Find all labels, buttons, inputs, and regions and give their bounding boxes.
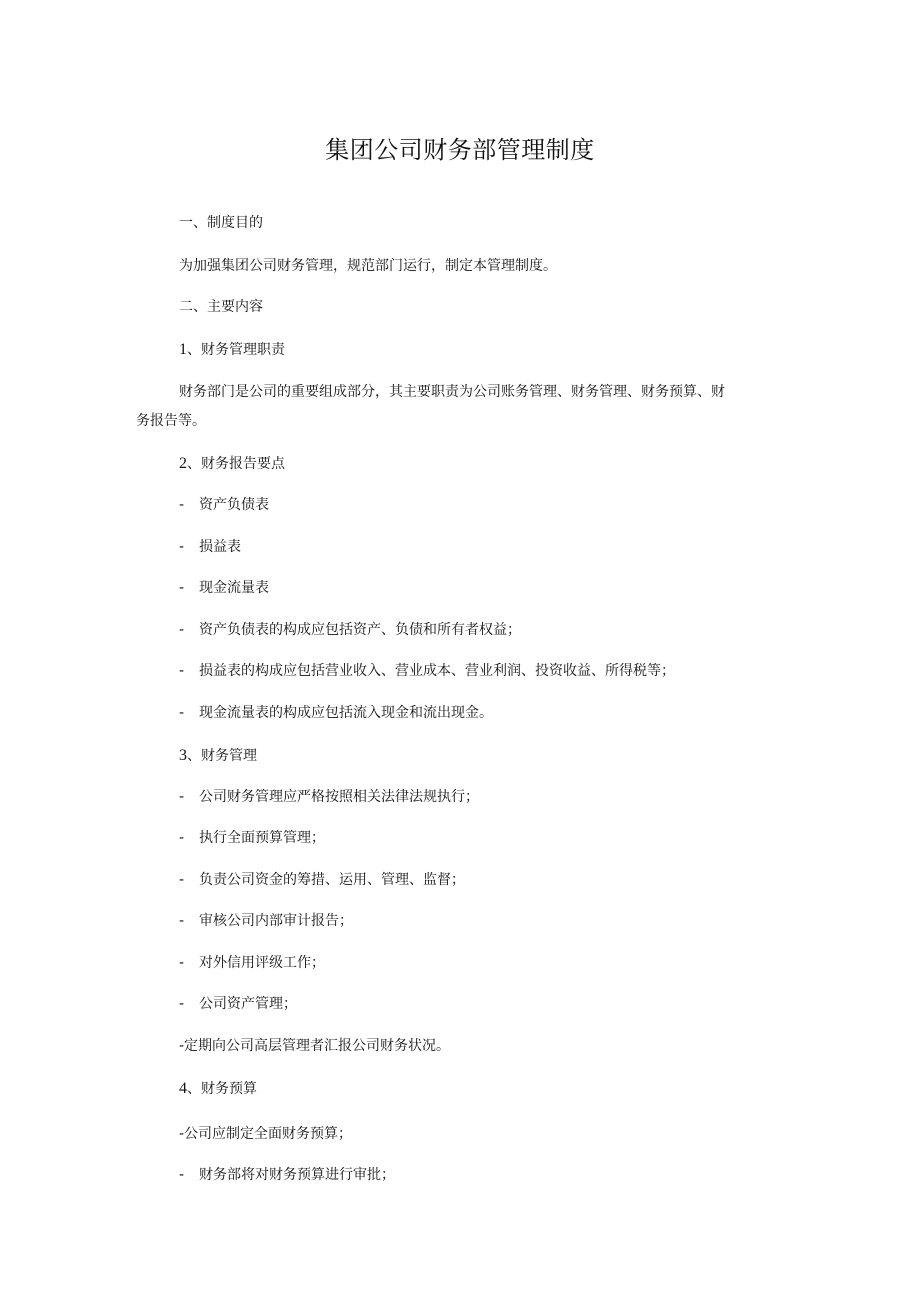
list-item [179,953,325,973]
bullet-dash: - [179,663,185,679]
list-item [179,537,241,557]
subsection-number: 3 [179,747,187,764]
bullet-dash: - [179,996,185,1012]
bullet-dash: - [179,872,185,888]
list-item-text: 负责公司资金的筹措、运用、管理、监督； [199,872,465,888]
subsection-heading-responsibilities [179,340,285,360]
subsection-number: 1 [179,341,187,358]
list-item-text: 对外信用评级工作； [199,955,325,971]
bullet-dash: - [179,539,185,555]
list-item [179,661,675,681]
list-item-report-status: -定期向公司高层管理者汇报公司财务状况。 [179,1038,451,1054]
list-item-text: 现金流量表 [199,580,269,596]
list-item [179,620,521,640]
bullet-dash: - [179,830,185,846]
bullet-dash: - [179,580,185,596]
purpose-text: 为加强集团公司财务管理，规范部门运行，制定本管理制度。 [179,258,557,274]
bullet-dash: - [179,1167,185,1183]
list-item [179,703,493,723]
list-item-text: 损益表 [199,539,241,555]
list-item [179,1165,395,1185]
bullet-dash: - [179,497,185,513]
list-item-text: 损益表的构成应包括营业收入、营业成本、营业利润、投资收益、所得税等； [199,663,675,679]
bullet-dash: - [179,622,185,638]
subsection-title: 、财务预算 [187,1081,257,1097]
document-title: 集团公司财务部管理制度 [325,136,595,164]
list-item [179,578,269,598]
list-item [179,994,297,1014]
subsection-title: 、财务管理职责 [187,342,285,358]
list-item-text: 现金流量表的构成应包括流入现金和流出现金。 [199,705,493,721]
list-item-text: 资产负债表的构成应包括资产、负债和所有者权益； [199,622,521,638]
bullet-dash: - [179,789,185,805]
list-item [179,787,479,807]
responsibilities-text-line1: 财务部门是公司的重要组成部分，其主要职责为公司账务管理、财务管理、财务预算、财 [179,384,725,400]
bullet-dash: - [179,955,185,971]
list-item-text: 资产负债表 [199,497,269,513]
bullet-dash: - [179,913,185,929]
section-heading-purpose: 一、制度目的 [179,215,263,231]
list-item-text: 执行全面预算管理； [199,830,325,846]
subsection-heading-budget [179,1079,257,1099]
subsection-heading-report-points [179,454,285,474]
section-heading-main-content: 二、主要内容 [179,299,263,315]
list-item [179,495,269,515]
list-item [179,911,353,931]
subsection-number: 4 [179,1080,187,1097]
list-item-text: 财务部将对财务预算进行审批； [199,1167,395,1183]
bullet-dash: - [179,705,185,721]
responsibilities-text-line2: 务报告等。 [136,413,206,429]
list-item-comprehensive-budget: -公司应制定全面财务预算； [179,1126,353,1142]
list-item-text: 公司资产管理； [199,996,297,1012]
subsection-number: 2 [179,455,187,472]
subsection-title: 、财务管理 [187,748,257,764]
subsection-title: 、财务报告要点 [187,456,285,472]
list-item [179,870,465,890]
list-item-text: 审核公司内部审计报告； [199,913,353,929]
list-item [179,828,325,848]
list-item-text: 公司财务管理应严格按照相关法律法规执行； [199,789,479,805]
subsection-heading-financial-management [179,746,257,766]
